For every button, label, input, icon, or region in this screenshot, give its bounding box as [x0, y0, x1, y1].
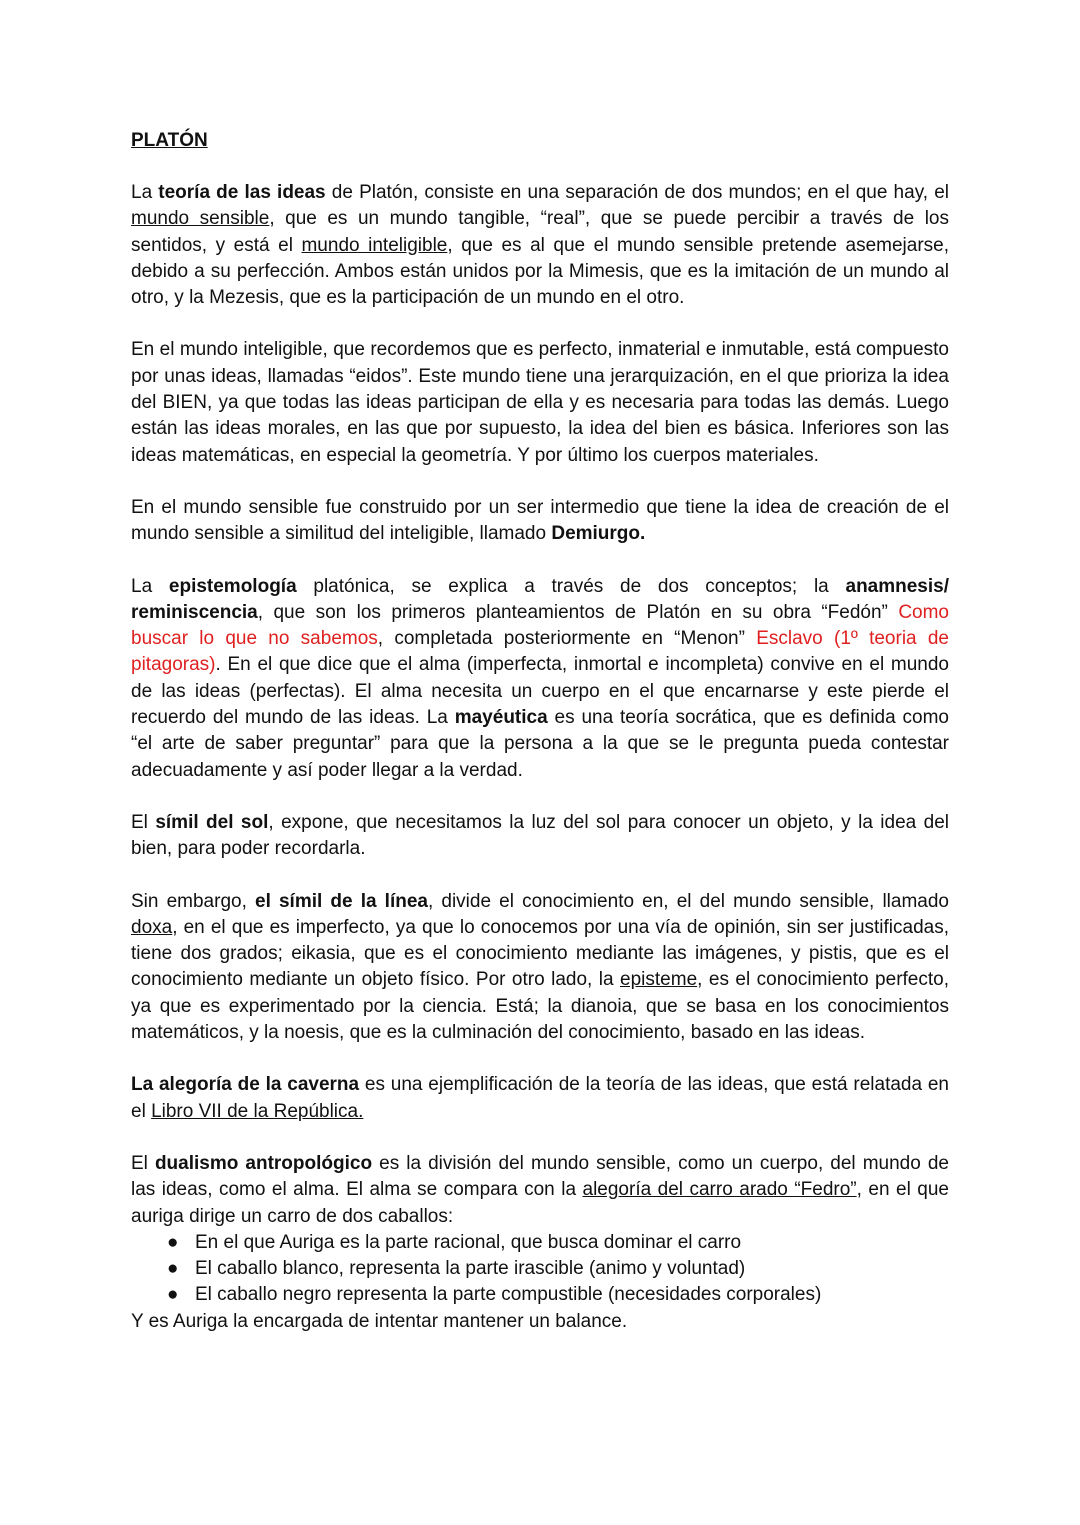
- text-span: es una ejemplificación de la teoría de las ideas, que está relatada en el: [131, 1074, 949, 1122]
- bullet-icon: ●: [167, 1258, 179, 1280]
- closing-line: Y es Auriga la encargada de intentar mantener un balance.: [131, 1310, 628, 1332]
- list-item: [167, 1256, 949, 1282]
- text-span: La: [131, 182, 159, 203]
- text-span: , divide el conocimiento en, el del mundo sensible, llamado: [427, 890, 949, 912]
- page-title: PLATÓN: [131, 130, 208, 151]
- paragraph-caverna: [131, 1072, 949, 1125]
- underlined-term: alegoría del carro arado “Fedro”: [582, 1179, 857, 1201]
- underlined-term: doxa: [131, 916, 173, 938]
- underlined-term: Libro VII de la República.: [151, 1100, 364, 1122]
- text-span: , que es al que el mundo sensible pretende asemejarse, debido a su perfección. Ambos están unidos por la Mimesis, que es la imitación de un mundo al otro, y la Mezesis, que es la participación de un mundo en el otro.: [131, 234, 949, 309]
- text-span: , que es un mundo tangible, “real”, que se puede percibir a través de los sentidos, y está el: [131, 208, 949, 256]
- bold-term: La alegoría de la caverna: [131, 1074, 360, 1096]
- paragraph-demiurgo: [131, 495, 949, 548]
- bullet-list: [131, 1230, 949, 1309]
- text-span: La: [131, 575, 169, 597]
- text-span: platónica, se explica a través de dos conceptos; la: [296, 575, 846, 597]
- list-item: [167, 1230, 949, 1256]
- bold-term: símil del sol: [155, 811, 269, 833]
- text-span: El: [131, 1152, 155, 1174]
- text-span: , que son los primeros planteamientos de Platón en su obra “Fedón”: [257, 601, 899, 623]
- text-span: , en el que es imperfecto, ya que lo conocemos por una vía de opinión, sin ser justificadas, tiene dos grados; eikasia, que es el conocimiento mediante las imágenes, y pistis, que es el conocimiento mediante un objeto físico. Por otro lado, la: [131, 916, 949, 991]
- red-annotation: Esclavo (1º teoria de pitagoras): [131, 628, 950, 676]
- paragraph-dualismo: [131, 1151, 949, 1230]
- bold-term: el símil de la línea: [255, 890, 428, 912]
- text-span: , en el que auriga dirige un carro de dos caballos:: [131, 1179, 949, 1227]
- text-span: es la división del mundo sensible, como un cuerpo, del mundo de las ideas, como el alma. El alma se compara con la: [131, 1152, 949, 1201]
- bold-term: mayéutica: [454, 707, 548, 729]
- bold-term: dualismo antropológico: [154, 1152, 373, 1174]
- underlined-term: mundo sensible: [131, 208, 270, 230]
- list-item: [167, 1282, 949, 1308]
- text-span: El: [131, 811, 156, 833]
- paragraph-simil-sol: [131, 810, 949, 863]
- text-span: Sin embargo,: [131, 890, 255, 912]
- paragraph-simil-linea: [131, 889, 949, 1047]
- text-span: , expone, que necesitamos la luz del sol para conocer un objeto, y la idea del bien, para poder recordarla.: [131, 811, 949, 860]
- text-span: es una teoría socrática, que es definida como “el arte de saber preguntar” para que la persona a la que se le pregunta pueda contestar adecuadamente y así poder llegar a la verdad.: [131, 707, 949, 781]
- bold-term: anamnesis/ reminiscencia: [131, 575, 949, 623]
- bold-term: epistemología: [168, 575, 297, 597]
- document-page: [131, 128, 949, 1335]
- list-item-text: En el que Auriga es la parte racional, que busca dominar el carro: [195, 1231, 742, 1253]
- paragraph-teoria-ideas: [131, 180, 949, 311]
- text-span: , es el conocimiento perfecto, ya que es experimentado por la ciencia. Está; la dianoia, que se basa en los conocimientos matemáticos, y la noesis, que es la culminación del conocimiento, basado en las ideas.: [131, 969, 949, 1044]
- paragraph-epistemologia: [131, 574, 949, 784]
- bold-term: teoría de las ideas: [158, 182, 326, 203]
- text-span: . En el que dice que el alma (imperfecta, inmortal e incompleta) convive en el mundo de las ideas (perfectas). El alma necesita un cuerpo en el que encarnarse y este pierde el recuerdo del mundo de las ideas. La: [131, 654, 949, 729]
- text-span: En el mundo sensible fue construido por un ser intermedio que tiene la idea de creación de el mundo sensible a similitud del inteligible, llamado: [131, 496, 949, 545]
- text-span: de Platón, consiste en una separación de dos mundos; en el que hay, el: [325, 182, 949, 203]
- underlined-term: episteme: [620, 969, 698, 991]
- text-span: , completada posteriormente en “Menon”: [377, 628, 757, 650]
- list-item-text: El caballo blanco, representa la parte irascible (animo y voluntad): [195, 1258, 746, 1280]
- underlined-term: mundo inteligible: [301, 234, 448, 256]
- paragraph-mundo-inteligible: En el mundo inteligible, que recordemos que es perfecto, inmaterial e inmutable, está compuesto por unas ideas, llamadas “eidos”. Este mundo tiene una jerarquización, en el que prioriza la idea del BIEN, ya que todas las ideas participan de ella y es necesaria para todas las demás. Luego están las ideas morales, en las que por supuesto, la idea del bien es básica. Inferiores son las ideas matemáticas, en especial la geometría. Y por último los cuerpos materiales.: [131, 339, 949, 466]
- bullet-icon: ●: [167, 1284, 179, 1306]
- bold-term: Demiurgo.: [551, 523, 646, 545]
- bullet-icon: ●: [167, 1231, 179, 1253]
- list-item-text: El caballo negro representa la parte compustible (necesidades corporales): [195, 1284, 822, 1306]
- red-annotation: Como buscar lo que no sabemos: [131, 601, 949, 650]
